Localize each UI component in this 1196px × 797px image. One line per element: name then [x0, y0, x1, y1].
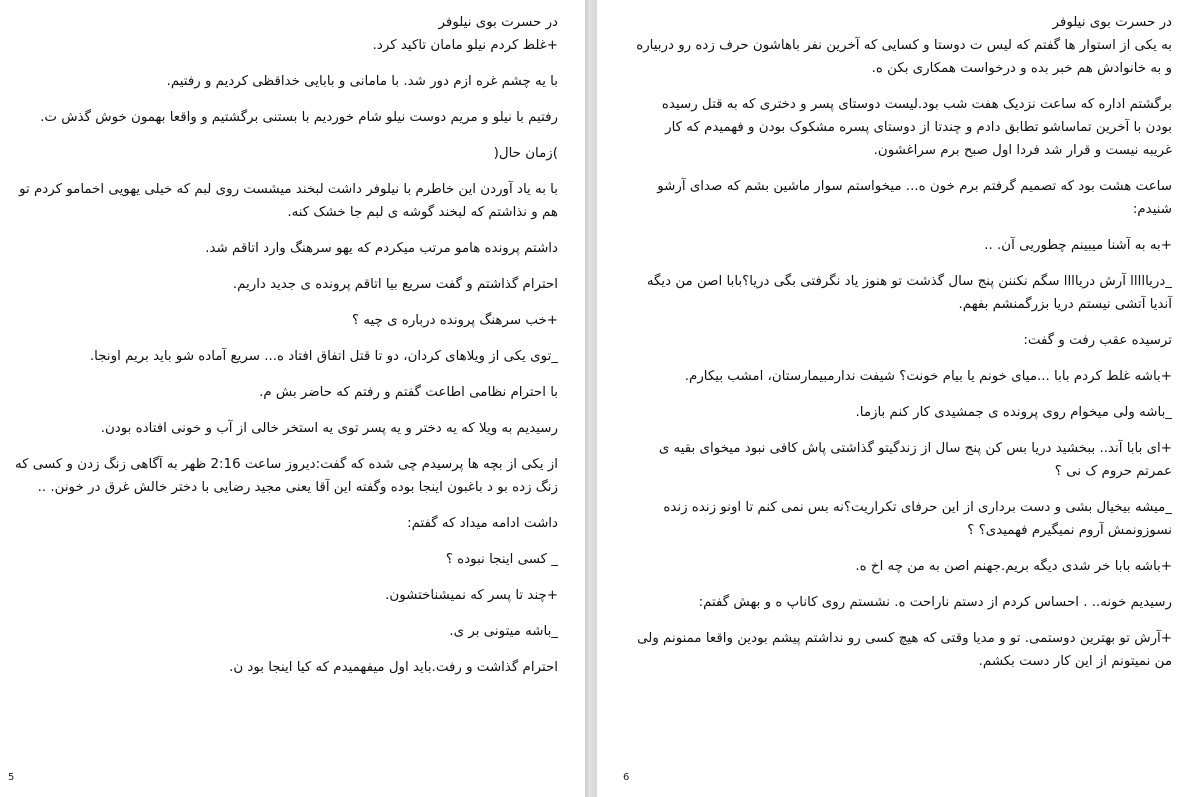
- paragraph: رفتیم با نیلو و مریم دوست نیلو شام خوردیم با بستنی برگشتیم و واقعا بهمون خوش گذش ت.: [40, 110, 558, 125]
- paragraph: )زمان حال(: [493, 146, 558, 161]
- paragraph: +غلط کردم نیلو مامان تاکید کرد.: [372, 38, 558, 53]
- page-right-text-column: [632, 11, 1172, 686]
- paragraph: ترسیده عقب رفت و گفت:: [1023, 333, 1172, 348]
- paragraph: رسیدیم به ویلا که یه دختر و یه پسر توی یه استخر خالی از آب و خونی افتاده بودن.: [100, 421, 558, 436]
- paragraph: _ کسی اینجا نبوده ؟: [445, 552, 558, 567]
- paragraph: _دریااااا آرش درياااا سگم نکننن پنج سال گذشت تو هنوز یاد نگرفتی بگی دریا؟بابا اصن من دیگه آندیا آتشی نیستم دریا بزرگمنشم بفهم.: [646, 274, 1172, 312]
- paragraph: +باشه بابا خر شدی دیگه بریم.جهنم اصن به من چه اخ ه.: [855, 559, 1172, 574]
- paragraph: ساعت هشت بود که تصمیم گرفتم برم خون ه... میخواستم سوار ماشین بشم که صدای آرشو شنیدم:: [657, 179, 1172, 217]
- paragraph: رسیدیم خونه.. . احساس کردم از دستم ناراحت ه. نشستم روی کاناپ ه و بهش گفتم:: [698, 595, 1172, 610]
- page-number: 6: [623, 772, 630, 783]
- paragraph: از یکی از بچه ها پرسیدم چی شده که گفت:دیروز ساعت 2:16 ظهر به آگاهی زنگ زدن و کسی که زنگ زده بو د باغبون اینجا بوده وگفته این آقا یعنی مجید رضایی با دختر خالش غرق در خونن. ..: [15, 457, 558, 495]
- paragraph: +چند تا پسر که نمیشناختشون.: [385, 588, 558, 603]
- paragraph: به یکی از استوار ها گفتم که لیس ت دوستا و کسایی که آخرین نفر باهاشون حرف زده رو دربیاره و به خانوادش هم خبر بده و درخواست همکاری بکن ه.: [636, 38, 1172, 76]
- document-page-left: [0, 0, 585, 797]
- paragraph: احترام گذاشت و رفت.باید اول میفهمیدم که کیا اینجا بود ن.: [229, 660, 558, 675]
- paragraph: +به به آشنا میبینم چطوریی آن. ..: [984, 238, 1172, 253]
- paragraph: داشت ادامه میداد که گفتم:: [407, 516, 558, 531]
- page-number: 5: [8, 772, 15, 783]
- paragraph: با احترام نظامی اطاعت گفتم و رفتم که حاضر بش م.: [259, 385, 558, 400]
- paragraph: احترام گذاشتم و گفت سریع بیا اتاقم پرونده ی جدید داریم.: [232, 277, 558, 292]
- paragraph: با یه چشم غره ازم دور شد. با مامانی و بابایی خداقظی کردیم و رفتیم.: [166, 74, 558, 89]
- paragraph: _توی یکی از ویلاهای کردان، دو تا قتل اتفاق افتاد ه... سریع آماده شو باید بریم اونجا.: [89, 349, 558, 364]
- paragraph: داشتم پرونده هامو مرتب میکردم که یهو سرهنگ وارد اتاقم شد.: [205, 241, 558, 256]
- paragraph: _میشه بیخیال بشی و دست برداری از این حرفای تکراریت؟نه بس نمی کنم تا اونو زنده زنده نسوزونمش آروم نمیگیرم فهمیدی؟ ؟: [663, 500, 1172, 538]
- paragraph: +ای بابا آند.. ببخشید دریا بس کن پنج سال از زندگیتو گذاشتی پاش کافی نبود میخوای بقیه ی عمرتم حروم ک نی ؟: [658, 441, 1172, 479]
- document-page-right: [597, 0, 1196, 797]
- page-gutter: [585, 0, 597, 797]
- paragraph: برگشتم اداره که ساعت نزدیک هفت شب بود.لیست دوستای پسر و دختری که به قتل رسیده بودن با آخرین تماساشو تطابق دادم و چندتا از دوستای پسره مشکوک بودن و فهمیدم که کار غریبه نیست و قرار شد فردا اول صبح برم سراغشون.: [661, 97, 1172, 158]
- paragraph: _باشه میتونی بر ی.: [449, 624, 558, 639]
- running-header: در حسرت بوی نیلوفر: [438, 15, 558, 30]
- page-left-text-column: [8, 11, 558, 692]
- paragraph: +خب سرهنگ پرونده درباره ی چیه ؟: [351, 313, 558, 328]
- paragraph: +باشه غلط کردم بابا ...میای خونم یا بیام خونت؟ شیفت ندارمبیمارستان، امشب بیکارم.: [684, 369, 1172, 384]
- paragraph: با به یاد آوردن این خاطرم با نیلوفر داشت لبخند میشست روی لبم که خیلی یهویی اخمامو کردم تو هم و نذاشتم که لبخند گوشه ی لبم جا خشک کنه.: [19, 182, 558, 220]
- paragraph: _باشه ولی میخوام روی پرونده ی جمشیدی کار کنم بازما.: [855, 405, 1172, 420]
- running-header: در حسرت بوی نیلوفر: [1052, 15, 1172, 30]
- paragraph: +آرش تو بهترین دوستمی. تو و مدیا وقتی که هیچ کسی رو نداشتم پیشم بودین واقعا ممنونم ولی من نمیتونم از این کار دست بکشم.: [637, 631, 1172, 669]
